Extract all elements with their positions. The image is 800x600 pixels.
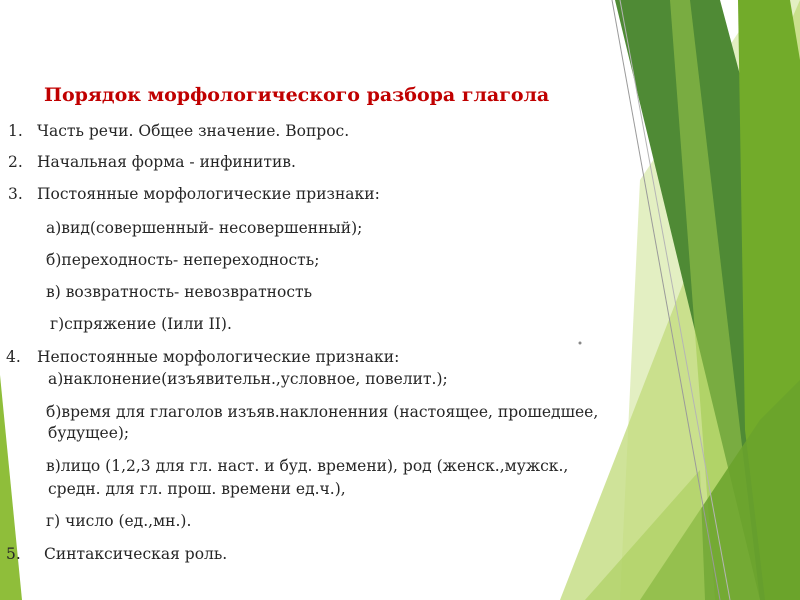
sub-item-4a: а)наклонение(изъявительн.,условное, повелит.); (48, 370, 448, 388)
sub-item-3a: а)вид(совершенный- несовершенный); (46, 219, 363, 237)
list-text: Синтаксическая роль. (44, 545, 228, 563)
left-green-sliver (0, 375, 22, 600)
sub-item-4b-line2: будущее); (48, 424, 130, 442)
sub-item-4c-line1: в)лицо (1,2,3 для гл. наст. и буд. времени), род (женск.,мужск., (46, 457, 569, 475)
list-item-1 (8, 121, 350, 141)
slide-title: Порядок морфологического разбора глагола (44, 84, 550, 106)
list-item-2 (8, 152, 296, 172)
list-text: Постоянные морфологические признаки: (37, 185, 380, 203)
list-text: Часть речи. Общее значение. Вопрос. (37, 122, 350, 140)
sub-item-3b: б)переходность- непереходность; (46, 251, 320, 269)
list-number: 4. (6, 348, 21, 366)
list-text: Непостоянные морфологические признаки: (37, 348, 400, 366)
sub-item-3c: в) возвратность- невозвратность (46, 283, 313, 301)
small-dot (579, 342, 582, 345)
list-number: 5. (6, 545, 21, 563)
list-item-3 (8, 184, 380, 204)
sub-item-4d: г) число (ед.,мн.). (46, 512, 192, 530)
list-number: 2. (8, 153, 23, 171)
list-number: 3. (8, 185, 23, 203)
sub-item-4c-line2: средн. для гл. прош. времени ед.ч.), (48, 480, 346, 498)
list-text: Начальная форма - инфинитив. (37, 153, 296, 171)
list-item-4 (6, 347, 400, 367)
list-item-5 (6, 544, 228, 564)
sub-item-4b-line1: б)время для глаголов изъяв.наклоненния (настоящее, прошедшее, (46, 403, 599, 421)
list-number: 1. (8, 122, 23, 140)
sub-item-3d: г)спряжение (Iили II). (50, 315, 232, 333)
